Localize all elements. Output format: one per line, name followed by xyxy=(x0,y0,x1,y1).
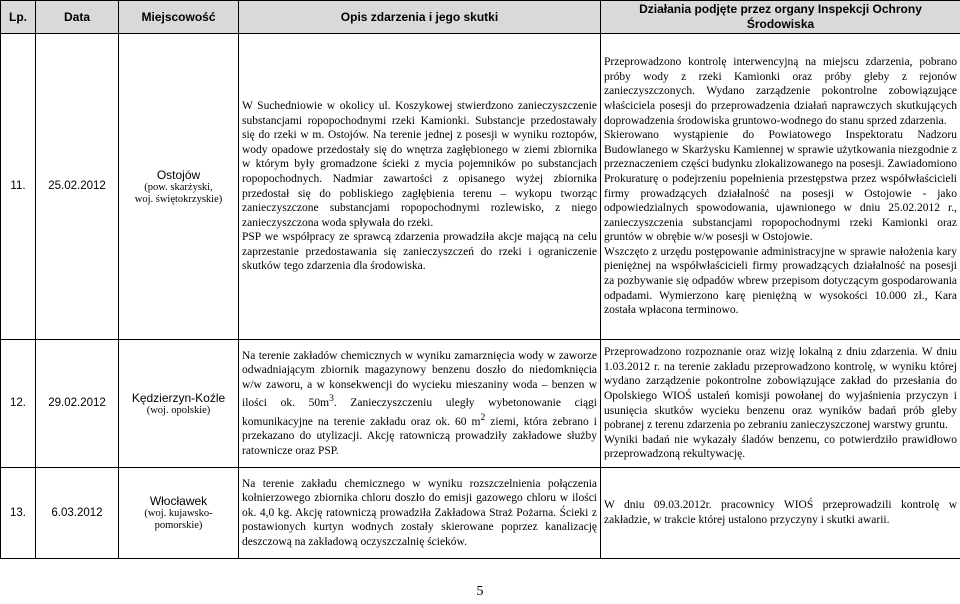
header-description: Opis zdarzenia i jego skutki xyxy=(239,1,601,34)
header-actions: Działania podjęte przez organy Inspekcji Ochrony Środowiska xyxy=(601,1,960,34)
row-description xyxy=(239,340,601,468)
row-lp: 12. xyxy=(1,340,36,468)
description-paragraph: PSP we współpracy ze sprawcą zdarzenia prowadziła akcje mającą na celu zaprzestanie przedostawania się zanieczyszczeń do rzeki i ograniczenie skutków tego zdarzenia dla środowiska. xyxy=(242,231,597,273)
table-row xyxy=(1,468,960,559)
place-voivodeship: (woj. opolskie) xyxy=(146,404,211,416)
description-text: Na terenie zakładów chemicznych w wyniku zamarznięcia wody w zaworze odwadniającym zbiornik magazynowy benzenu doszło do niedomknięcia w/w zaworu, a w konsekwencji do wycieku mieszaniny woda – benzen w ilości ok. 50m xyxy=(242,349,597,410)
row-actions xyxy=(601,34,960,340)
row-lp: 13. xyxy=(1,468,36,559)
place-district: (pow. skarżyski, xyxy=(144,181,213,193)
actions-paragraph: Przeprowadzono kontrolę interwencyjną na miejscu zdarzenia, pobrano próby wody z rzeki Kamionki oraz próby gleby z rejonów zanieczyszczonych. Wydano zarządzenie pokontrolne zobowiązujące właściciela posesji do przeprowadzenia działań naprawczych skutkujących doprowadzenia środowiska gruntowo-wodnego do stanu sprzed zdarzenia. xyxy=(604,56,957,127)
row-description xyxy=(239,34,601,340)
actions-paragraph: W dniu 09.03.2012r. pracownicy WIOŚ przeprowadzili kontrolę w zakładzie, w trakcie której ustalono przyczyny i skutki awarii. xyxy=(604,499,957,526)
row-place xyxy=(119,34,239,340)
row-actions xyxy=(601,340,960,468)
row-place xyxy=(119,340,239,468)
table-header-row xyxy=(1,1,960,34)
place-name: Kędzierzyn-Koźle xyxy=(131,390,226,405)
table-row xyxy=(1,34,960,340)
place-voivodeship: woj. świętokrzyskie) xyxy=(134,193,223,205)
actions-paragraph: Wszczęto z urzędu postępowanie administracyjne w sprawie nałożenia kary pieniężnej na współwłaścicieli firmy prowadzących działalność na posesji za pozbywanie się odpadów wbrew przepisom dotyczącym gospodarowania odpadami. Wymierzono karę pieniężną w wysokości 10.000 zł., Kara została wpłacona terminowo. xyxy=(604,245,957,317)
description-text: . Zanieczyszczeniu uległy wybetonowanie ciągi komunikacyjne na terenie zakładu oraz ok. 60 m xyxy=(242,397,597,428)
row-place xyxy=(119,468,239,559)
description-paragraph xyxy=(242,349,597,459)
row-date: 29.02.2012 xyxy=(36,340,119,468)
row-date: 25.02.2012 xyxy=(36,34,119,340)
description-superscript: 2 xyxy=(480,411,486,423)
row-actions xyxy=(601,468,960,559)
description-text: ziemi, która zebrano i przekazano do utylizacji. Akcję ratowniczą prowadziły zakładowe służby ratownicze oraz PSP. xyxy=(242,415,597,457)
table-row xyxy=(1,340,960,468)
description-paragraph: W Suchedniowie w okolicy ul. Koszykowej stwierdzono zanieczyszczenie substancjami ropopochodnymi rzeki Kamionki. Substancje przedostawały się do rzeki w m. Ostojów. Na terenie jednej z posesji w wyniku roztopów, wody opadowe przedostały się do wnętrza zagłębionego w ziemi zbiornika w którym były gromadzone ścieki z mycia pojemników po substancjach ropopochodnych. Nadmiar zawartości z opisanego wyżej zbiornika przedostał się do pobliskiego zagłębienia terenu – wykopu tworząc zanieczyszczone substancjami ropopochodnymi rozlewisko, z niego zanieczyszczona woda spływała do rzeki. xyxy=(242,99,597,229)
actions-paragraph: Przeprowadzono rozpoznanie oraz wizję lokalną z dniu zdarzenia. W dniu 1.03.2012 r. na terenie zakładu przeprowadzono kontrolę, w wyniku której wydano zarządzenie pokontrolne zobowiązujące zakład do przesłania do Opolskiego WIOŚ ustaleń komisji powołanej do wyjaśnienia przyczyn i usunięcia skutków wycieku benzenu oraz wyników badań prób gleby pobranej z terenu zdarzenia po zebraniu zanieczyszczonej warstwy gruntu. xyxy=(604,346,957,432)
row-date: 6.03.2012 xyxy=(36,468,119,559)
actions-paragraph: Wyniki badań nie wykazały śladów benzenu, co potwierdziło prawidłowo przeprowadzoną rekultywację. xyxy=(604,433,957,461)
actions-paragraph: Skierowano wystąpienie do Powiatowego Inspektoratu Nadzoru Budowlanego w Skarżysku Kamiennej w sprawie użytkowania niezgodnie z przeznaczeniem części budynku zlokalizowanego na posesji. Zawiadomiono Prokuraturę o podejrzeniu popełnienia przestępstwa przez współwłaścicieli firmy prowadzących działalność na posesji w Ostojowie - jako odpowiedzialnych spowodowania, ujawnionego w dniu 25.02.2012 r., zanieczyszczenia substancjami ropopochodnymi rzeki Kamionki oraz gruntów w obrębie w/w posesji w Ostojowie. xyxy=(604,129,957,244)
row-description xyxy=(239,468,601,559)
header-date: Data xyxy=(36,1,119,34)
header-lp: Lp. xyxy=(1,1,36,34)
place-name: Włocławek xyxy=(149,494,208,508)
description-paragraph: Na terenie zakładu chemicznego w wyniku rozszczelnienia połączenia kołnierzowego zbiornika chloru doszło do emisji gazowego chloru w ilości ok. 4,0 kg. Akcję ratowniczą prowadziła Zakładowa Straż Pożarna. Ścieki z postawionych kurtyn wodnych zostały skierowane poprzez kanalizację deszczową na zakładową oczyszczalnię ścieków. xyxy=(242,477,597,548)
row-lp: 11. xyxy=(1,34,36,340)
description-superscript: 3 xyxy=(329,393,334,405)
place-name: Ostojów xyxy=(156,167,201,182)
page-number: 5 xyxy=(476,584,484,599)
place-voivodeship: (woj. kujawsko-pomorskie) xyxy=(144,508,213,531)
header-place: Miejscowość xyxy=(119,1,239,34)
